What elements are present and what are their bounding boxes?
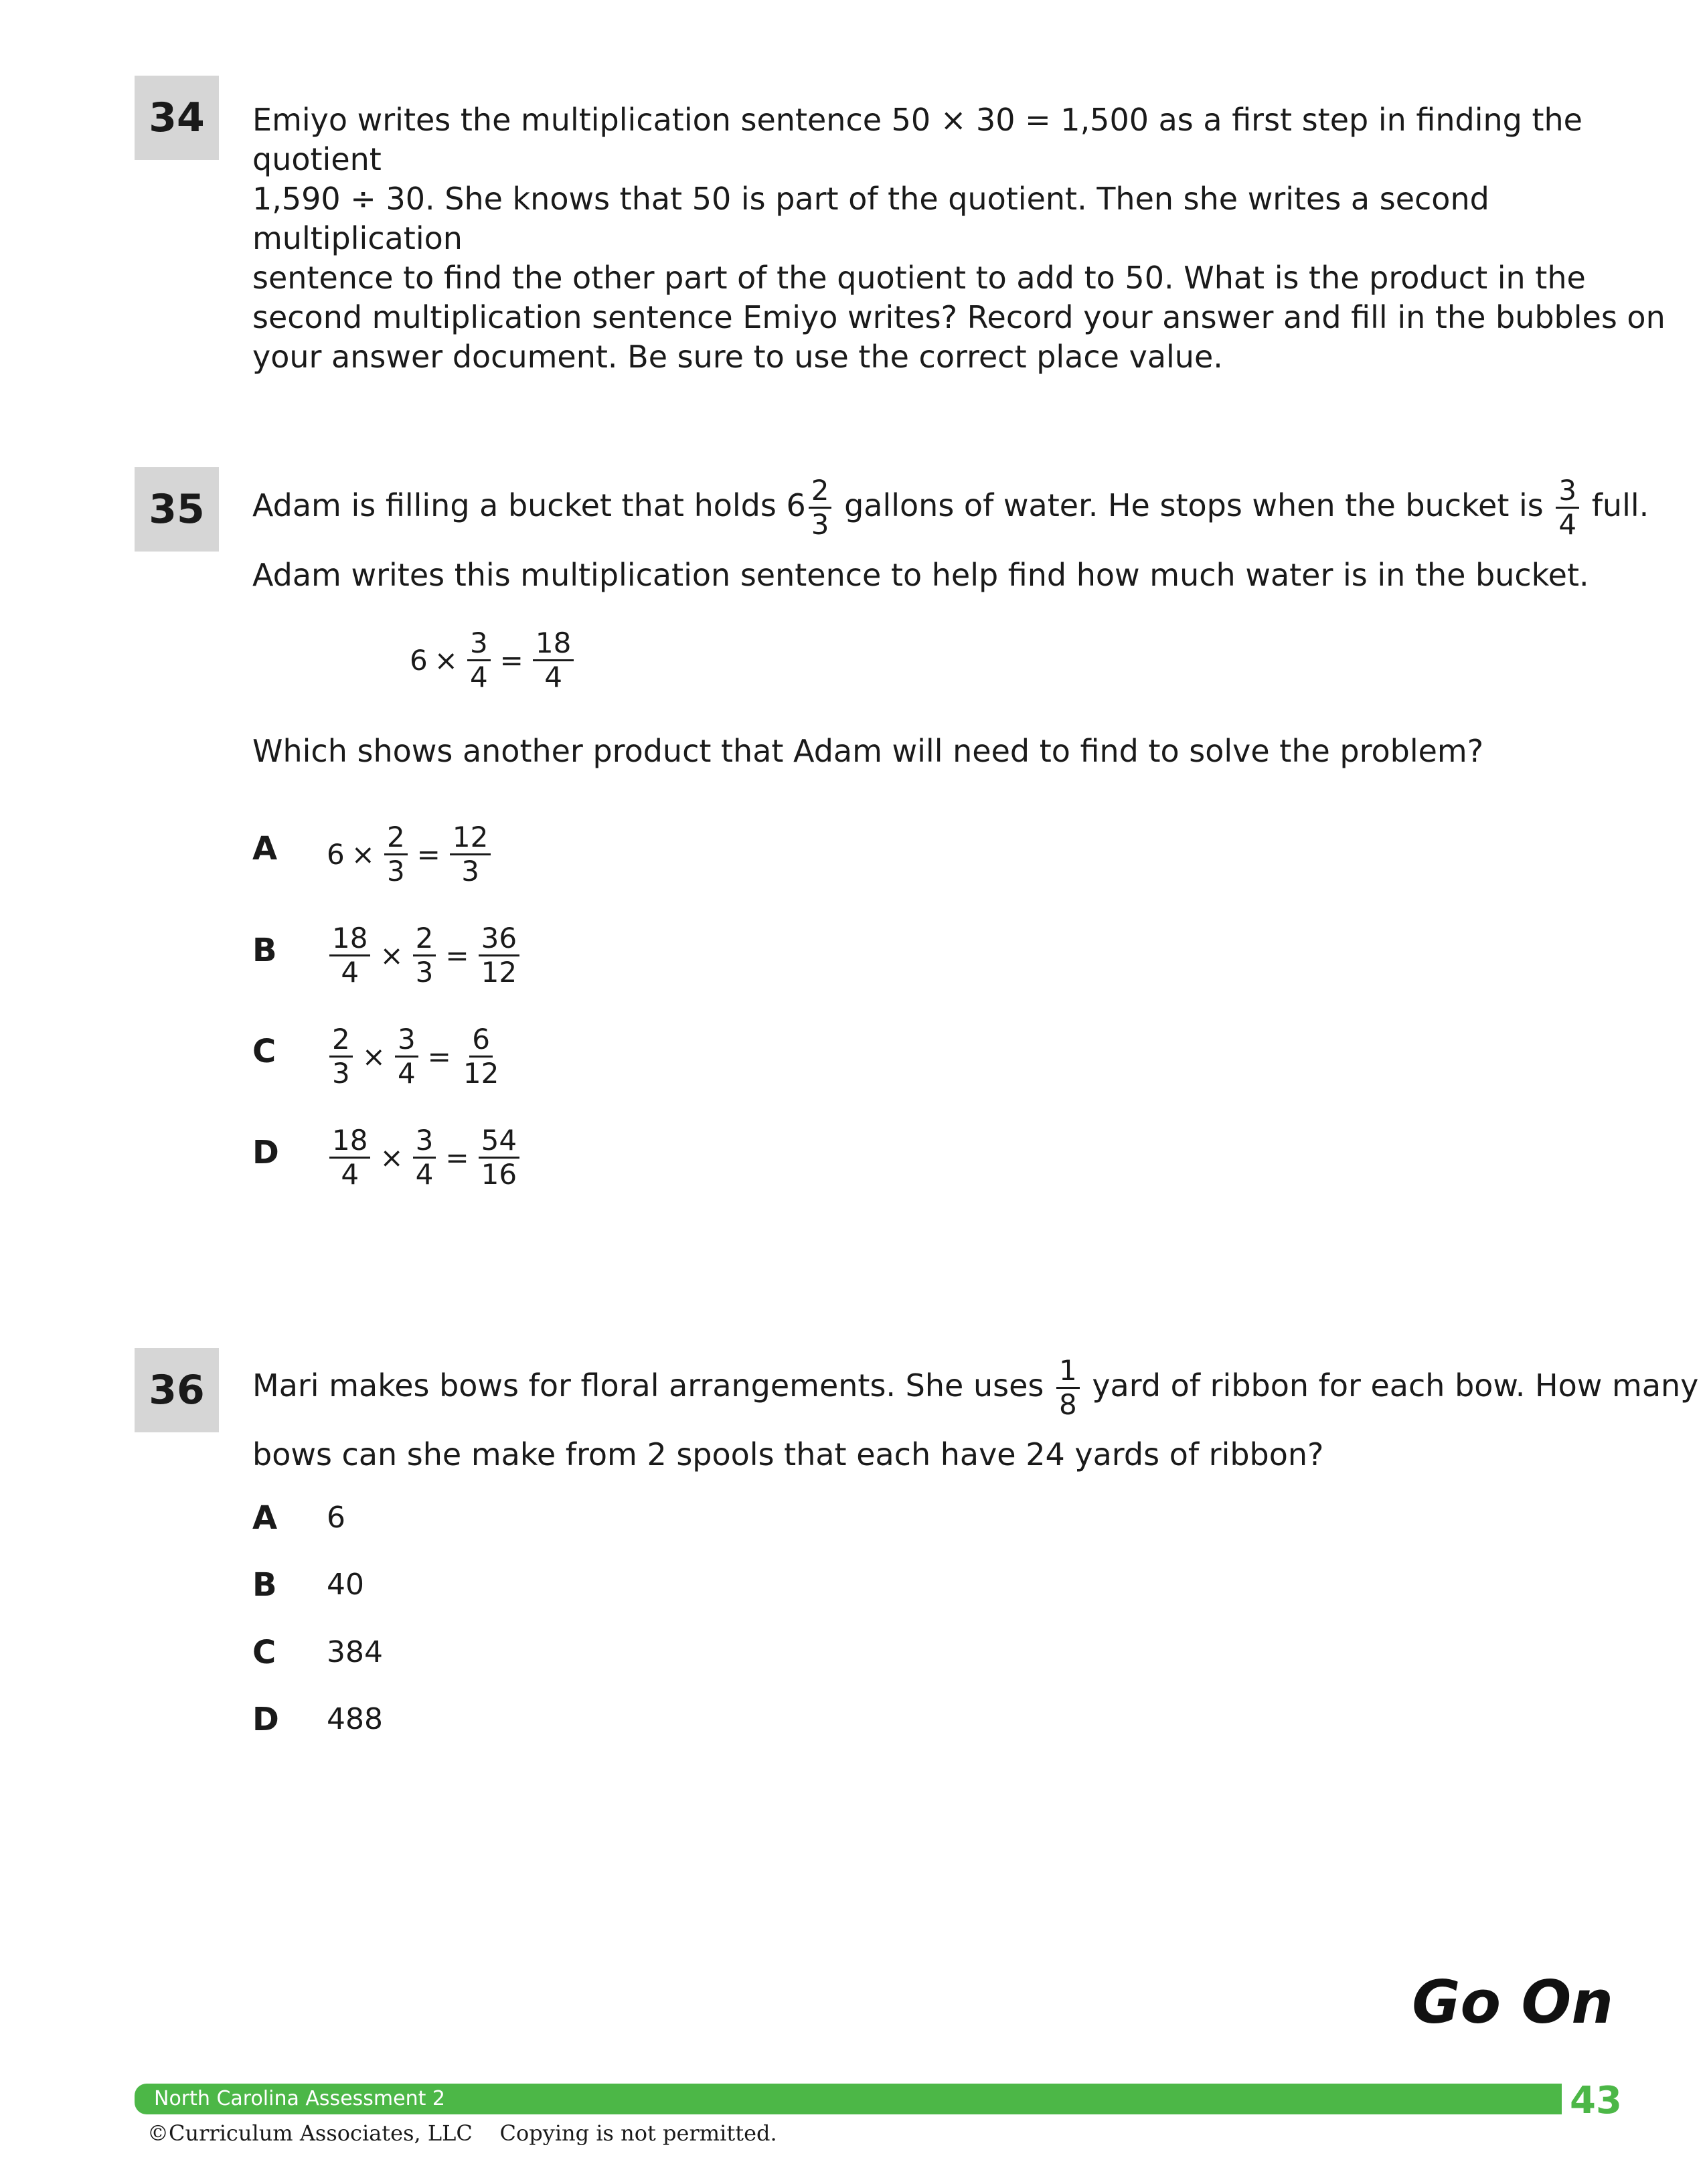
times-sign: × bbox=[361, 1040, 386, 1073]
fraction bbox=[384, 823, 408, 886]
denominator: 3 bbox=[461, 855, 479, 888]
fraction bbox=[1556, 474, 1579, 541]
numerator: 3 bbox=[467, 629, 491, 661]
numerator: 2 bbox=[413, 924, 436, 956]
question-36-line-1 bbox=[252, 1354, 1699, 1421]
numerator: 18 bbox=[329, 1126, 370, 1159]
equals-sign: = bbox=[499, 644, 523, 677]
whole-number: 6 bbox=[327, 838, 345, 871]
question-number-34 bbox=[135, 76, 219, 160]
question-34-line: second multiplication sentence Emiyo writes? Record your answer and fill in the bubbles on bbox=[252, 299, 1665, 335]
denominator: 4 bbox=[341, 956, 359, 989]
option-b-value[interactable]: 40 bbox=[327, 1568, 364, 1602]
question-number-text: 35 bbox=[149, 486, 205, 533]
fraction bbox=[461, 1025, 501, 1088]
question-34-line: sentence to find the other part of the quotient to add to 50. What is the product in the bbox=[252, 260, 1586, 296]
question-35-line-1 bbox=[252, 474, 1649, 541]
question-36-line-2: bows can she make from 2 spools that each have 24 yards of ribbon? bbox=[252, 1436, 1324, 1473]
numerator: 2 bbox=[329, 1025, 353, 1058]
times-sign: × bbox=[380, 1141, 404, 1174]
question-number-35 bbox=[135, 467, 219, 552]
denominator: 4 bbox=[341, 1158, 359, 1191]
option-b-expression[interactable] bbox=[327, 924, 522, 987]
numerator: 12 bbox=[450, 823, 491, 855]
fraction bbox=[479, 1126, 519, 1189]
denominator: 8 bbox=[1058, 1388, 1077, 1421]
fraction bbox=[413, 924, 436, 987]
option-c-value[interactable]: 384 bbox=[327, 1635, 383, 1669]
fraction bbox=[329, 1126, 370, 1189]
equals-sign: = bbox=[427, 1040, 451, 1073]
times-sign: × bbox=[434, 644, 458, 677]
denominator: 12 bbox=[481, 956, 517, 989]
fraction bbox=[413, 1126, 436, 1189]
page-number: 43 bbox=[1570, 2079, 1622, 2122]
option-d-value[interactable]: 488 bbox=[327, 1702, 383, 1736]
fraction bbox=[450, 823, 491, 886]
option-d-letter[interactable]: D bbox=[252, 1701, 279, 1738]
question-34-line: your answer document. Be sure to use the correct place value. bbox=[252, 339, 1223, 375]
mixed-number-fraction bbox=[809, 474, 832, 541]
whole-number: 6 bbox=[410, 644, 428, 677]
equals-sign: = bbox=[445, 939, 469, 972]
equals-sign: = bbox=[416, 838, 440, 871]
option-a-letter[interactable]: A bbox=[252, 1499, 278, 1537]
assessment-label: North Carolina Assessment 2 bbox=[154, 2087, 445, 2110]
multiplication-sentence bbox=[410, 626, 576, 693]
numerator: 6 bbox=[469, 1025, 493, 1058]
question-number-text: 34 bbox=[149, 94, 205, 141]
option-d-expression[interactable] bbox=[327, 1126, 522, 1189]
option-c-letter[interactable]: C bbox=[252, 1634, 276, 1671]
fraction bbox=[533, 626, 574, 693]
fraction bbox=[479, 924, 519, 987]
fraction bbox=[329, 924, 370, 987]
question-34-line: 1,590 ÷ 30. She knows that 50 is part of the quotient. Then she writes a second multiplication bbox=[252, 181, 1489, 256]
numerator: 18 bbox=[329, 924, 370, 956]
option-d-letter[interactable]: D bbox=[252, 1134, 279, 1171]
fraction bbox=[1056, 1354, 1080, 1421]
numerator: 2 bbox=[809, 477, 832, 509]
option-b-letter[interactable]: B bbox=[252, 932, 277, 969]
numerator: 3 bbox=[413, 1126, 436, 1159]
numerator: 2 bbox=[384, 823, 408, 855]
numerator: 54 bbox=[479, 1126, 519, 1159]
question-number-36 bbox=[135, 1348, 219, 1432]
option-a-value[interactable]: 6 bbox=[327, 1501, 345, 1535]
fraction bbox=[467, 626, 491, 693]
denominator: 4 bbox=[544, 661, 562, 693]
q36-text-part: yard of ribbon for each bow. How many bbox=[1092, 1367, 1699, 1404]
q35-text-part: full. bbox=[1591, 487, 1649, 523]
q36-text-part: Mari makes bows for floral arrangements. She uses bbox=[252, 1367, 1044, 1404]
numerator: 18 bbox=[533, 629, 574, 661]
denominator: 16 bbox=[481, 1158, 517, 1191]
denominator: 12 bbox=[463, 1057, 499, 1090]
option-b-letter[interactable]: B bbox=[252, 1566, 277, 1604]
times-sign: × bbox=[351, 838, 375, 871]
numerator: 1 bbox=[1056, 1357, 1080, 1389]
denominator: 4 bbox=[415, 1158, 434, 1191]
denominator: 4 bbox=[397, 1057, 416, 1090]
numerator: 36 bbox=[479, 924, 519, 956]
numerator: 3 bbox=[1556, 477, 1579, 509]
option-c-expression[interactable] bbox=[327, 1025, 504, 1088]
copyright-notice: ©Curriculum Associates, LLC Copying is not permitted. bbox=[147, 2120, 777, 2146]
times-sign: × bbox=[380, 939, 404, 972]
question-number-text: 36 bbox=[149, 1367, 205, 1414]
denominator: 3 bbox=[415, 956, 434, 989]
denominator: 4 bbox=[469, 661, 488, 693]
q35-text-part: Adam is filling a bucket that holds 6 bbox=[252, 487, 806, 523]
denominator: 3 bbox=[332, 1057, 350, 1090]
equals-sign: = bbox=[445, 1141, 469, 1174]
q35-text-part: gallons of water. He stops when the bucket is bbox=[844, 487, 1544, 523]
question-35-line-2: Adam writes this multiplication sentence to help find how much water is in the bucket. bbox=[252, 557, 1589, 593]
option-a-expression[interactable] bbox=[327, 823, 493, 886]
go-on-label: Go On bbox=[1412, 1968, 1613, 2037]
question-35-prompt: Which shows another product that Adam will need to find to solve the problem? bbox=[252, 733, 1484, 769]
option-c-letter[interactable]: C bbox=[252, 1033, 276, 1070]
fraction bbox=[395, 1025, 418, 1088]
numerator: 3 bbox=[395, 1025, 418, 1058]
fraction bbox=[329, 1025, 353, 1088]
denominator: 4 bbox=[1558, 508, 1577, 541]
denominator: 3 bbox=[386, 855, 405, 888]
option-a-letter[interactable]: A bbox=[252, 830, 278, 867]
question-34-text bbox=[252, 100, 1707, 377]
denominator: 3 bbox=[811, 508, 829, 541]
question-34-line: Emiyo writes the multiplication sentence 50 × 30 = 1,500 as a first step in finding the quotient bbox=[252, 102, 1582, 177]
